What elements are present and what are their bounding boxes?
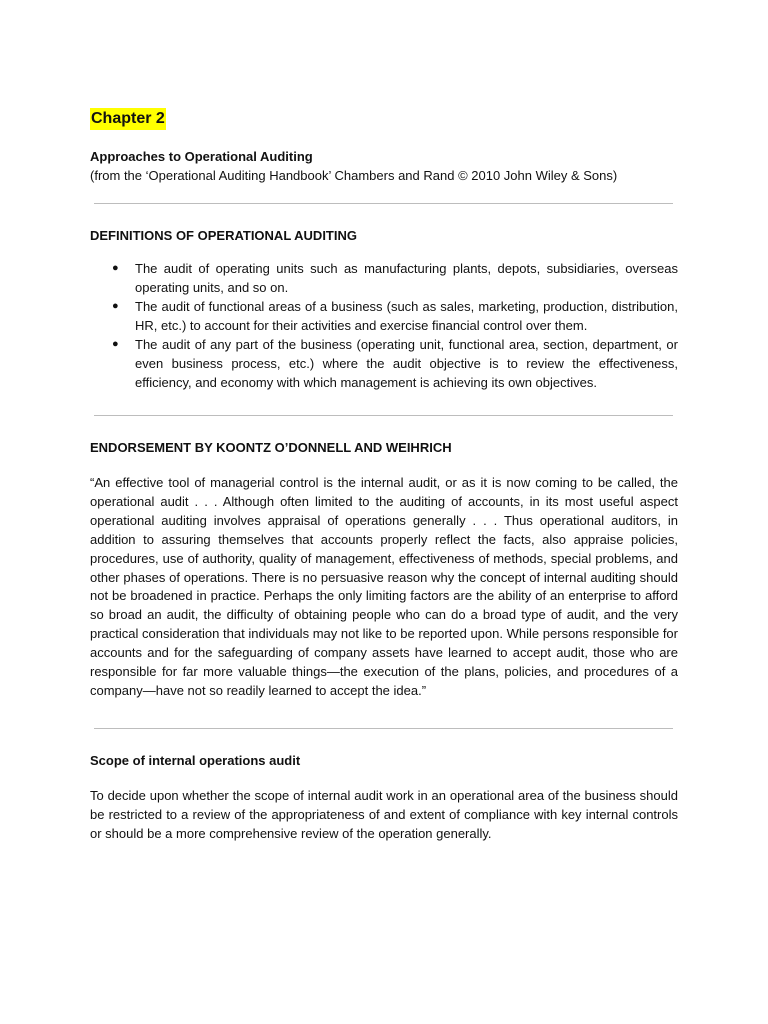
bullet-icon: ● [112,338,119,350]
divider [94,203,673,204]
bullet-icon: ● [112,262,119,274]
list-item-text: The audit of operating units such as manufacturing plants, depots, subsidiaries, overseas operating units, and so on. [135,261,678,295]
section-subtitle: Approaches to Operational Auditing [90,149,313,164]
bullet-icon: ● [112,300,119,312]
chapter-highlight: Chapter 2 [90,108,166,130]
list-item-text: The audit of any part of the business (operating unit, functional area, section, department, or even business process, etc.) where the audit objective is to review the effectiveness, efficiency, and economy with which management is achieving its own objectives. [135,337,678,390]
scope-heading: Scope of internal operations audit [90,752,301,768]
document-page [90,108,678,844]
definitions-list [90,259,678,392]
chapter-title [90,108,678,130]
source-citation: (from the ‘Operational Auditing Handbook’ Chambers and Rand © 2010 John Wiley & Sons) [90,168,618,183]
list-item [90,335,678,392]
divider [94,728,673,729]
list-item [90,297,678,335]
divider [94,415,673,416]
scope-paragraph: To decide upon whether the scope of internal audit work in an operational area of the business should be restricted to a review of the appropriateness of and extent of compliance with key internal controls or should be a more comprehensive review of the operation generally. [90,787,678,841]
list-item-text: The audit of functional areas of a business (such as sales, marketing, production, distribution, HR, etc.) to account for their activities and exercise financial control over them. [135,299,678,333]
definitions-heading: DEFINITIONS OF OPERATIONAL AUDITING [90,228,357,243]
list-item [90,259,678,297]
endorsement-quote: “An effective tool of managerial control is the internal audit, or as it is now coming to be called, the operational audit . . . Although often limited to the auditing of accounts, in its most useful aspect operational auditing involves appraisal of operations generally . . . Thus operational auditors, in addition to assuring themselves that accounts properly reflect the facts, also appraise policies, procedures, use of authority, quality of management, effectiveness of methods, special problems, and other phases of operations. There is no persuasive reason why the concept of internal auditing should not be broadened in practice. Perhaps the only limiting factors are the ability of an enterprise to afford so broad an audit, the difficulty of obtaining people who can do a broad type of audit, and the very practical consideration that individuals may not like to be reported upon. While persons responsible for accounts and for the safeguarding of company assets have learned to accept audit, those who are responsible for far more valuable things—the execution of the plans, policies, and procedures of a company—have not so readily learned to accept the idea.” [90,475,678,698]
endorsement-heading: ENDORSEMENT BY KOONTZ O’DONNELL AND WEIHRICH [90,440,452,455]
